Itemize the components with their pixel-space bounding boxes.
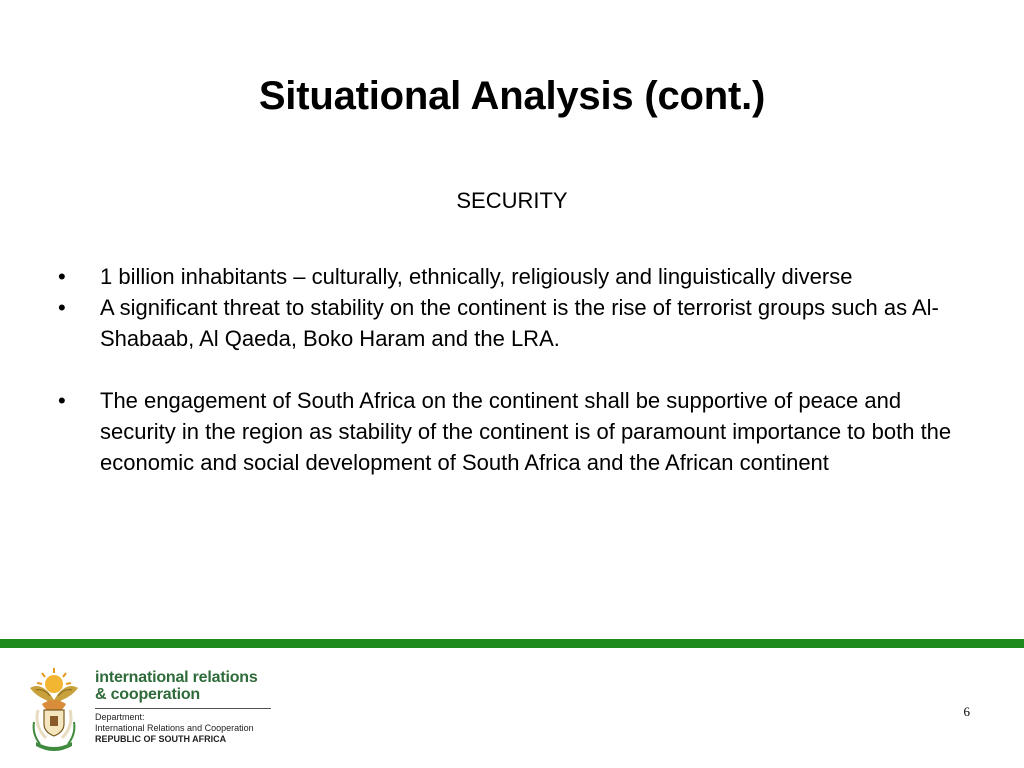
bullet-item — [58, 292, 963, 354]
brand-rule — [95, 708, 271, 709]
bullet-marker: • — [58, 295, 66, 320]
slide-title: Situational Analysis (cont.) — [258, 74, 766, 118]
bullet-item — [58, 261, 963, 292]
bullet-text: The engagement of South Africa on the continent shall be supportive of peace and security in the region as stability of the continent is of paramount importance to both the economic and social development of South Africa and the African continent — [100, 388, 952, 475]
bullet-text: A significant threat to stability on the continent is the rise of terrorist groups such as Al-Shabaab, Al Qaeda, Boko Haram and the LRA. — [100, 295, 939, 351]
department-name: International Relations and Cooperation — [95, 723, 254, 733]
section-heading: SECURITY — [456, 188, 568, 213]
bullet-marker: • — [58, 264, 66, 289]
bullet-list — [58, 261, 963, 478]
footer-divider-bar — [0, 639, 1024, 648]
country-name: REPUBLIC OF SOUTH AFRICA — [95, 734, 227, 744]
bullet-item — [58, 385, 963, 478]
bullet-text: 1 billion inhabitants – culturally, ethnically, religiously and linguistically diverse — [100, 264, 853, 289]
department-label: Department: — [95, 712, 145, 722]
bullet-marker: • — [58, 388, 66, 413]
department-logo — [22, 666, 272, 752]
brand-name-line-1: international relations — [95, 669, 258, 686]
brand-name-line-2: & cooperation — [95, 686, 200, 703]
page-number: 6 — [963, 704, 970, 719]
coat-of-arms-icon — [22, 666, 86, 752]
